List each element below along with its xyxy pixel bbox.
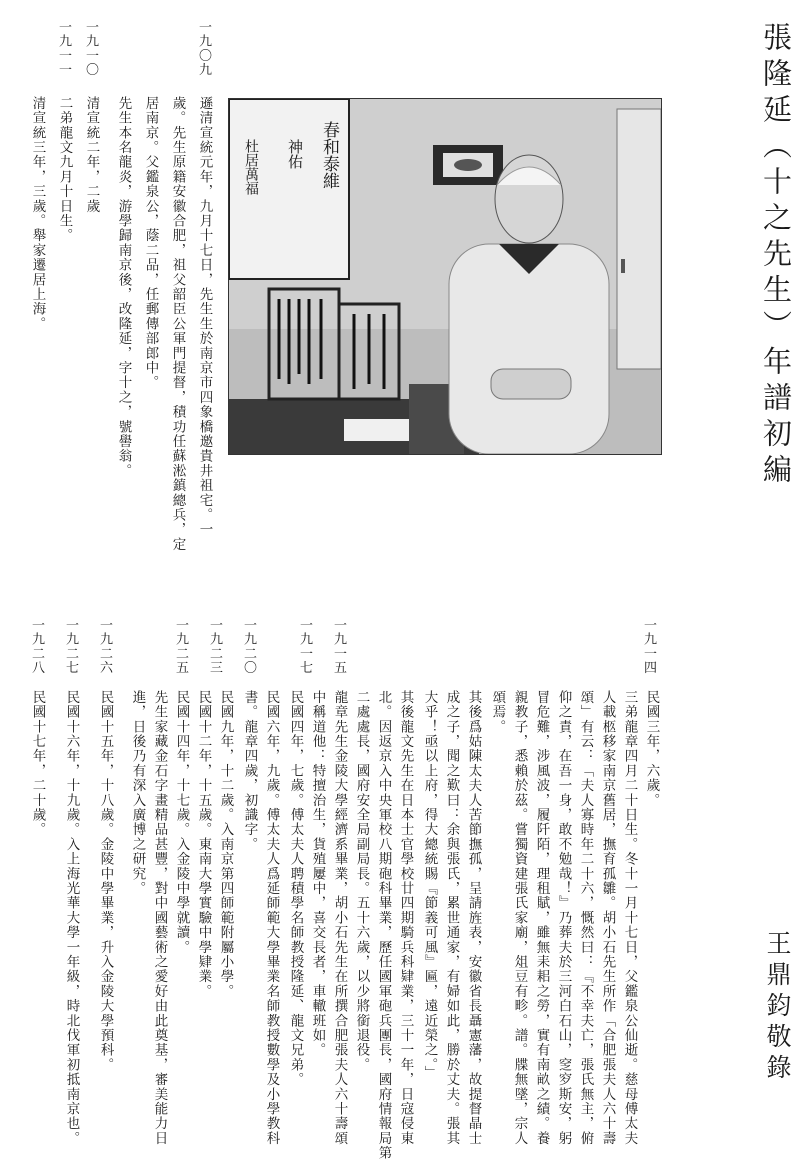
entry-1917-line: 民國六年，九歲。傅太夫人爲延師範大學畢業名師教授數學及小學教科 (263, 690, 280, 1146)
year-label-1914: 一九一四 (641, 618, 656, 675)
year-label-1927: 一九二七 (63, 618, 78, 675)
calligraphy-text-1: 春和泰維 (319, 121, 339, 189)
entry-1914-line: 其後龍文先生在日本士官學校廿四期騎兵科肄業，三十一年，日寇侵東 (397, 690, 414, 1146)
entry-1910-line: 清宣統二年，二歲 (83, 96, 100, 214)
entry-1914-line: 頌焉。 (489, 690, 506, 735)
entry-1914-line: 大乎！亟以上府，得大總統賜『節義可風』匾，遠近榮之。」 (421, 690, 438, 1081)
year-label-1923: 一九二三 (207, 618, 222, 675)
entry-1915-line: 民國四年，七歲。傅太夫人聘積學名師教授隆延、龍文兄弟。 (287, 690, 304, 1087)
entry-1911-line: 清宣統三年，三歲。舉家遷居上海。 (29, 96, 46, 332)
year-label-1909: 一九〇九 (196, 20, 211, 77)
year-label-1920: 一九二〇 (241, 618, 256, 675)
portrait-photo (228, 98, 662, 455)
year-label-1928: 一九二八 (29, 618, 44, 675)
entry-1914-line: 二處處長，國府安全局副局長。五十六歲，以少將銜退役。 (353, 690, 370, 1073)
author-credit: 王鼎鈞敬錄 (763, 930, 792, 1085)
entry-1927-line: 民國十六年，十九歲。入上海光華大學一年級，時北伐軍初抵南京也。 (63, 690, 80, 1146)
entry-1914-line: 民國三年，六歲。 (643, 690, 660, 808)
entry-1914-line: 其後爲姑陳太夫人苦節撫孤，呈請旌表，安徽省長聶憲藩，故提督晶士 (465, 690, 482, 1146)
entry-1914-line: 冒危難，涉風波，履阡陌，理租賦，雖無耒耜之勞，實有南畝之績。養 (533, 690, 550, 1146)
entry-1909-line: 歲。先生原籍安徽合肥，祖父韶臣公軍門提督，積功任蘇淞鎮總兵，定 (169, 96, 186, 552)
year-label-1911: 一九一一 (56, 20, 71, 77)
year-label-1915: 一九一五 (331, 618, 346, 675)
entry-1914-line: 人載柩移家南京舊居，撫育孤雛。胡小石先生所作「合肥張夫人六十壽 (599, 690, 616, 1146)
entry-1925-line: 進，日後乃有深入廣博之研究。 (129, 690, 146, 896)
year-label-1925: 一九二五 (173, 618, 188, 675)
entry-1914-line: 親教子，悉賴於茲。嘗獨資建張氏家廟，俎豆有畛。譜。牒無墜，宗人 (511, 690, 528, 1146)
entry-1925-line: 先生家藏金石字畫精品甚豐，對中國藝術之愛好由此奠基，審美能力日 (151, 690, 168, 1146)
entry-1925-line: 民國十四年，十七歲。入金陵中學就讀。 (173, 690, 190, 955)
entry-1914-line: 北。因返京入中央軍校八期砲科畢業，歷任國軍砲兵團長，國府情報局第 (375, 690, 392, 1161)
entry-1914-line: 頌」有云：「夫人寡時年二十六，慨然曰：『不幸夫亡，張氏無主，俯 (577, 690, 594, 1146)
entry-1914-line: 仰之責，在吾一身，敢不勉哉！』乃葬夫於三河白石山，窆穸斯安，躬 (555, 690, 572, 1146)
entry-1914-line: 龍章先生金陵大學經濟系畢業，胡小石先生在所撰合肥張夫人六十壽頌 (331, 690, 348, 1146)
entry-1909-line: 遜清宣統元年，九月十七日，先生生於南京市四象橋邀貴井祖宅。一 (196, 96, 213, 537)
entry-1920-line: 民國九年，十二歲。入南京第四師範附屬小學。 (217, 690, 234, 999)
page-title: 張隆延（十之先生）年譜初編 (759, 22, 793, 490)
entry-1914-line: 中稱道他：特擅治生，貨殖屢中，喜交長者，車轍班如。 (309, 690, 326, 1058)
entry-1917-line: 書。龍章四歲，初識字。 (241, 690, 258, 852)
entry-1910-line: 二弟龍文九月十日生。 (56, 96, 73, 243)
year-label-1926: 一九二六 (97, 618, 112, 675)
year-label-1910: 一九一〇 (83, 20, 98, 77)
entry-1926-line: 民國十五年，十八歲。金陵中學畢業，升入金陵大學預科。 (97, 690, 114, 1073)
entry-1909-line: 先生本名龍炎，游學歸南京後，改隆延，字十之，號嚳翁。 (115, 96, 132, 479)
entry-1914-line: 成之子，聞之歎曰：余與張氏，累世通家，有婦如此，勝於丈夫。張其 (443, 690, 460, 1146)
calligraphy-text-2: 神佑 (286, 139, 304, 169)
entry-1914-line: 三弟龍章四月二十日生。冬十一月十七日，父鑑泉公仙逝。慈母傅太夫 (621, 690, 638, 1146)
entry-1909-line: 居南京。父鑑泉公，蔭二品，任郵傳部郎中。 (142, 96, 159, 390)
entry-1928-line: 民國十七年，二十歲。 (29, 690, 46, 837)
year-label-1917: 一九一七 (297, 618, 312, 675)
calligraphy-text-3: 杜居萬福 (243, 139, 259, 195)
entry-1923-line: 民國十二年，十五歲。東南大學實驗中學肄業。 (195, 690, 212, 999)
